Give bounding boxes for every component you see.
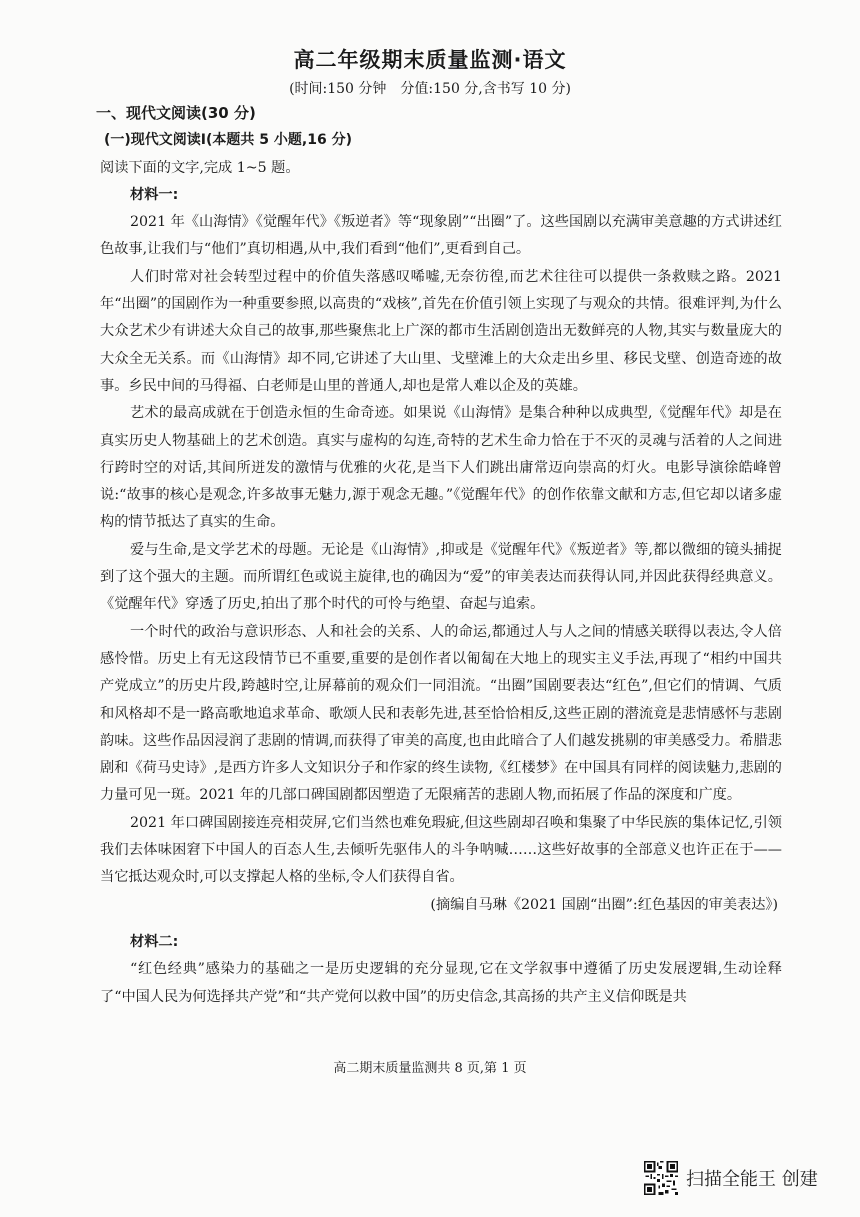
material2-paragraph: “红色经典”感染力的基础之一是历史逻辑的充分显现,它在文学叙事中遵循了历史发展逻辑,生动诠释了“中国人民为何选择共产党”和“共产党何以救中国”的历史信念,其高扬的共产主义信仰既是共 [100, 961, 782, 1005]
watermark-text: 扫描全能王 创建 [686, 1169, 818, 1190]
material1-paragraph-4: 爱与生命,是文学艺术的母题。无论是《山海情》,抑或是《觉醒年代》《叛逆者》等,都以微细的镜头捕捉到了这个强大的主题。而所谓红色或说主旋律,也的确因为“爱”的审美表达而获得认同,并因此获得经典意义。《觉醒年代》穿透了历史,拍出了那个时代的可怜与绝望、奋起与追索。 [100, 541, 782, 613]
material1-paragraph-2: 人们时常对社会转型过程中的价值失落感叹唏嘘,无奈彷徨,而艺术往往可以提供一条救赎之路。2021 年“出圈”的国剧作为一种重要参照,以高贵的“戏核”,首先在价值引领上实现了与观众的共情。很难评判,为什么大众艺术少有讲述大众自己的故事,那些聚焦北上广深的都市生活剧创造出无数鲜亮的人物,其实与数量庞大的大众全无关系。而《山海情》却不同,它讲述了大山里、戈壁滩上的大众走出乡里、移民戈壁、创造奇迹的故事。乡民中间的马得福、白老师是山里的普通人,却也是常人难以企及的英雄。 [100, 268, 782, 394]
exam-subtitle: (时间:150 分钟 分值:150 分,含书写 10 分) [289, 81, 571, 97]
material2-label: 材料二: [130, 933, 179, 950]
material1-label: 材料一: [130, 186, 179, 203]
subsection-heading: (一)现代文阅读Ⅰ(本题共 5 小题,16 分) [104, 132, 352, 149]
section-heading: 一、现代文阅读(30 分) [96, 104, 256, 122]
material1-paragraph-3: 艺术的最高成就在于创造永恒的生命奇迹。如果说《山海情》是集合种种以成典型,《觉醒年代》却是在真实历史人物基础上的艺术创造。真实与虚构的勾连,奇特的艺术生命力恰在于不灭的灵魂与活着的人之间进行跨时空的对话,其间所迸发的激情与优雅的火花,是当下人们跳出庸常迈向崇高的灯火。电影导演徐皓峰曾说:“故事的核心是观念,许多故事无魅力,源于观念无趣。”《觉醒年代》的创作依靠文献和方志,但它却以诸多虚构的情节抵达了真实的生命。 [100, 405, 782, 531]
material1-source: (摘编自马琳《2021 国剧“出圈”:红色基因的审美表达》) [430, 896, 778, 913]
reading-instruction: 阅读下面的文字,完成 1~5 题。 [100, 159, 300, 176]
qr-code-icon [644, 1161, 678, 1195]
material1-paragraph-5: 一个时代的政治与意识形态、人和社会的关系、人的命运,都通过人与人之间的情感关联得以表达,令人倍感怜惜。历史上有无这段情节已不重要,重要的是创作者以匍匐在大地上的现实主义手法,再现了“相约中国共产党成立”的历史片段,跨越时空,让屏幕前的观众们一同泪流。“出圈”国剧要表达“红色”,但它们的情调、气质和风格却不是一路高歌地追求革命、歌颂人民和表彰先进,甚至恰恰相反,这些正剧的潜流竟是悲情感怀与悲剧韵味。这些作品因浸润了悲剧的情调,而获得了审美的高度,也由此暗合了人们越发挑剔的审美感受力。希腊悲剧和《荷马史诗》,是西方许多人文知识分子和作家的终生读物,《红楼梦》在中国具有同样的阅读魅力,悲剧的力量可见一斑。2021 年的几部口碑国剧都因塑造了无限痛苦的悲剧人物,而拓展了作品的深度和广度。 [100, 623, 782, 804]
material1-paragraph-1: 2021 年《山海情》《觉醒年代》《叛逆者》等“现象剧”“出圈”了。这些国剧以充满审美意趣的方式讲述红色故事,让我们与“他们”真切相遇,从中,我们看到“他们”,更看到自己。 [100, 214, 782, 258]
exam-title: 高二年级期末质量监测·语文 [293, 48, 567, 72]
page-footer: 高二期末质量监测共 8 页,第 1 页 [333, 1061, 527, 1076]
material1-paragraph-6: 2021 年口碑国剧接连亮相荧屏,它们当然也难免瑕疵,但这些剧却召唤和集聚了中华民族的集体记忆,引领我们去体味困窘下中国人的百态人生,去倾听先驱伟人的斗争呐喊……这些好故事的全部意义也许正在于——当它抵达观众时,可以支撑起人格的坐标,令人们获得自省。 [100, 814, 782, 886]
document-body [96, 100, 782, 1011]
scanner-watermark [644, 1160, 818, 1196]
